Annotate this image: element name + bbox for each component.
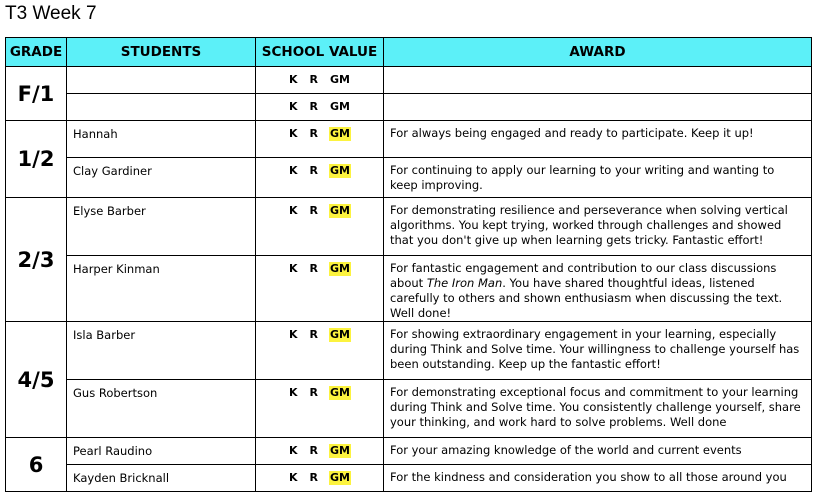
student-cell: Clay Gardiner: [67, 158, 256, 198]
value-k: K: [289, 127, 298, 140]
table-row: [6, 158, 812, 198]
value-r: R: [309, 73, 319, 86]
grade-cell: 2/3: [6, 198, 67, 322]
table-row: [6, 438, 812, 465]
value-gm: GM: [330, 127, 350, 140]
value-gm: GM: [330, 328, 350, 341]
award-cell: [384, 94, 812, 121]
value-k: K: [289, 204, 298, 217]
school-value-header: SCHOOL VALUE: [256, 38, 384, 67]
value-r: R: [309, 100, 319, 113]
value-r: R: [309, 204, 319, 217]
school-value-cell: [256, 94, 384, 121]
value-k: K: [289, 328, 298, 341]
table-row: [6, 465, 812, 492]
student-cell: Gus Robertson: [67, 380, 256, 438]
value-gm: GM: [330, 100, 350, 113]
award-header: AWARD: [384, 38, 812, 67]
value-gm: GM: [330, 386, 350, 399]
value-r: R: [309, 444, 319, 457]
school-value-cell: [256, 67, 384, 94]
school-value-cell: [256, 158, 384, 198]
school-value-cell: [256, 465, 384, 492]
value-k: K: [289, 444, 298, 457]
student-cell: Elyse Barber: [67, 198, 256, 256]
student-cell: Harper Kinman: [67, 256, 256, 322]
grade-cell: 4/5: [6, 322, 67, 438]
student-cell: [67, 94, 256, 121]
value-r: R: [309, 386, 319, 399]
award-cell: For your amazing knowledge of the world and current events: [384, 438, 812, 465]
school-value-cell: [256, 256, 384, 322]
table-row: [6, 94, 812, 121]
table-row: [6, 322, 812, 380]
grade-cell: 1/2: [6, 121, 67, 198]
students-header: STUDENTS: [67, 38, 256, 67]
table-row: [6, 198, 812, 256]
header-row: [6, 38, 812, 67]
value-gm: GM: [330, 262, 350, 275]
value-r: R: [309, 471, 319, 484]
student-cell: Hannah: [67, 121, 256, 158]
value-r: R: [309, 127, 319, 140]
awards-table: [5, 37, 812, 492]
table-row: [6, 380, 812, 438]
value-r: R: [309, 328, 319, 341]
award-cell: [384, 256, 812, 322]
award-text: . You have shared thoughtful ideas, listened carefully to others and shown enthusiasm when discussing the text. Well done!: [390, 276, 783, 320]
value-gm: GM: [330, 444, 350, 457]
school-value-cell: [256, 121, 384, 158]
page-title: T3 Week 7: [5, 3, 97, 24]
award-cell: [384, 67, 812, 94]
award-cell: For demonstrating exceptional focus and commitment to your learning during Think and Solve time. You consistently challenge yourself, share your thinking, and work hard to solve problems. Well done: [384, 380, 812, 438]
value-k: K: [289, 164, 298, 177]
award-cell: For demonstrating resilience and perseverance when solving vertical algorithms. You kept trying, worked through challenges and showed that you don't give up when learning gets tricky. Fantastic effort!: [384, 198, 812, 256]
student-cell: Pearl Raudino: [67, 438, 256, 465]
award-cell: For continuing to apply our learning to your writing and wanting to keep improving.: [384, 158, 812, 198]
table-row: [6, 67, 812, 94]
award-cell: For the kindness and consideration you show to all those around you: [384, 465, 812, 492]
school-value-cell: [256, 322, 384, 380]
student-cell: Kayden Bricknall: [67, 465, 256, 492]
award-cell: For always being engaged and ready to participate. Keep it up!: [384, 121, 812, 158]
grade-cell: F/1: [6, 67, 67, 121]
value-gm: GM: [330, 164, 350, 177]
value-k: K: [289, 73, 298, 86]
value-k: K: [289, 386, 298, 399]
award-cell: For showing extraordinary engagement in your learning, especially during Think and Solve time. Your willingness to challenge yourself has been outstanding. Keep up the fantastic effort!: [384, 322, 812, 380]
school-value-cell: [256, 438, 384, 465]
value-k: K: [289, 471, 298, 484]
value-k: K: [289, 100, 298, 113]
value-r: R: [309, 164, 319, 177]
grade-cell: 6: [6, 438, 67, 492]
table-row: [6, 121, 812, 158]
value-gm: GM: [330, 204, 350, 217]
book-title: The Iron Man: [426, 276, 503, 290]
school-value-cell: [256, 198, 384, 256]
student-cell: Isla Barber: [67, 322, 256, 380]
value-gm: GM: [330, 471, 350, 484]
value-r: R: [309, 262, 319, 275]
value-k: K: [289, 262, 298, 275]
student-cell: [67, 67, 256, 94]
table-row: [6, 256, 812, 322]
school-value-cell: [256, 380, 384, 438]
value-gm: GM: [330, 73, 350, 86]
award-text: For fantastic engagement and contribution to our class discussions about: [390, 261, 777, 290]
grade-header: GRADE: [6, 38, 67, 67]
